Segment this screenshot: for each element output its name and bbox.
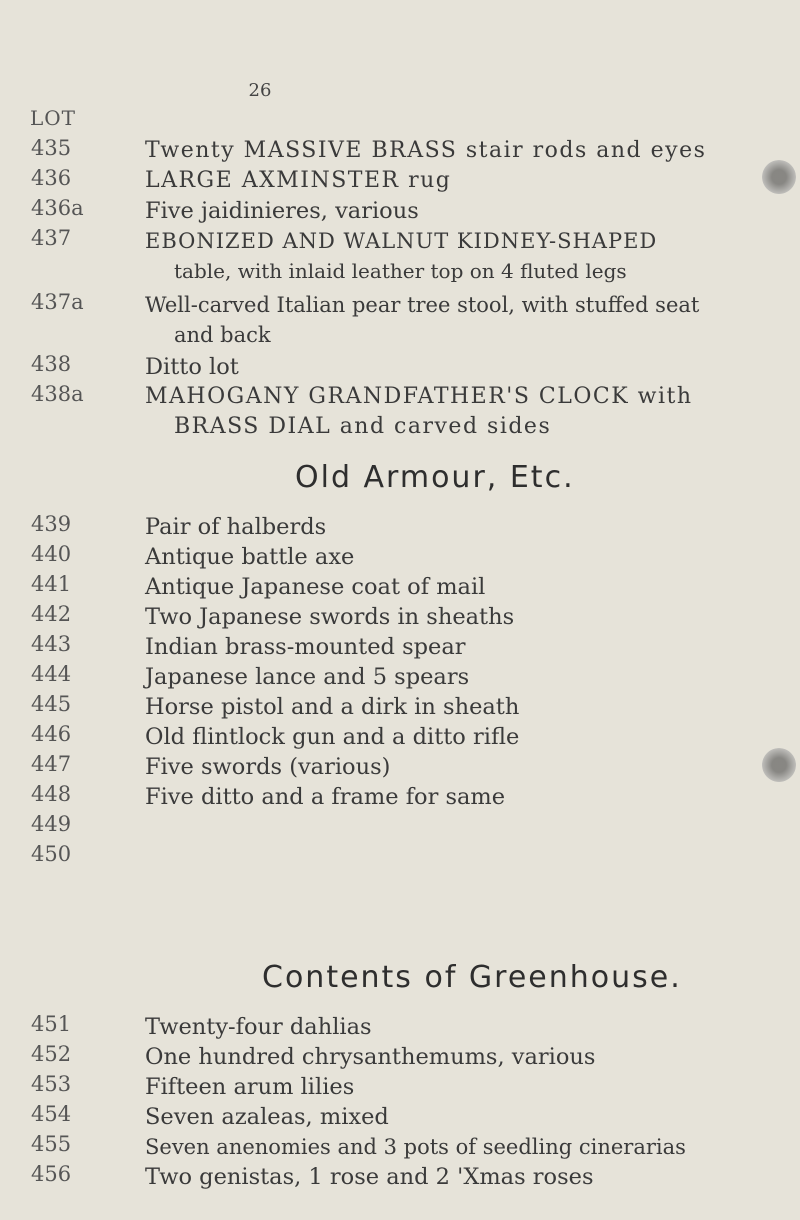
- lot-number: 439: [31, 512, 72, 536]
- lot-number: 438a: [31, 382, 84, 406]
- lot-number: 443: [31, 632, 72, 656]
- section-title: Old Armour, Etc.: [295, 460, 575, 495]
- lot-number: 449: [31, 812, 72, 836]
- punch-hole-mark: [762, 748, 796, 782]
- punch-hole-mark: [762, 160, 796, 194]
- lot-number: 442: [31, 602, 72, 626]
- lot-description: Five jaidinieres, various: [145, 198, 419, 224]
- lot-number: 437a: [31, 290, 84, 314]
- lot-description: LARGE AXMINSTER rug: [145, 168, 452, 193]
- lot-number: 438: [31, 352, 72, 376]
- lot-description: Antique battle axe: [145, 544, 355, 570]
- lot-number: 450: [31, 842, 72, 866]
- lot-number: 446: [31, 722, 72, 746]
- lot-description: Old flintlock gun and a ditto rifle: [145, 724, 520, 750]
- lot-description-continuation: table, with inlaid leather top on 4 fluted legs: [174, 259, 627, 283]
- lot-number: 441: [31, 572, 72, 596]
- lot-number: 437: [31, 226, 72, 250]
- lot-number: 436: [31, 166, 72, 190]
- lot-number: 454: [31, 1102, 72, 1126]
- lot-number: 448: [31, 782, 72, 806]
- lot-number: 435: [31, 136, 72, 160]
- lot-description: [145, 382, 735, 442]
- lot-description: Five ditto and a frame for same: [145, 784, 506, 810]
- lot-description: Ditto lot: [145, 354, 239, 380]
- lot-description: Seven anenomies and 3 pots of seedling cinerarias: [145, 1135, 686, 1159]
- lot-number: 452: [31, 1042, 72, 1066]
- lot-number: 436a: [31, 196, 84, 220]
- lot-description-continuation: and back: [174, 323, 271, 347]
- page-number: 26: [248, 80, 272, 101]
- lot-description: Horse pistol and a dirk in sheath: [145, 694, 520, 720]
- lot-description: Five swords (various): [145, 754, 391, 780]
- lot-number: 444: [31, 662, 72, 686]
- lot-description: Twenty MASSIVE BRASS stair rods and eyes: [145, 138, 707, 163]
- lot-description: Antique Japanese coat of mail: [145, 574, 486, 600]
- lot-number: 455: [31, 1132, 72, 1156]
- lot-description-continuation: BRASS DIAL and carved sides: [174, 414, 552, 439]
- lot-description: Two Japanese swords in sheaths: [145, 604, 515, 630]
- lot-number: 440: [31, 542, 72, 566]
- lot-description: Twenty-four dahlias: [145, 1014, 372, 1040]
- lot-number: 456: [31, 1162, 72, 1186]
- lot-column-header: LOT: [30, 106, 77, 130]
- lot-number: 447: [31, 752, 72, 776]
- lot-description: [145, 290, 735, 350]
- section-title: Contents of Greenhouse.: [262, 960, 682, 995]
- lot-description: Fifteen arum lilies: [145, 1074, 355, 1100]
- lot-description: Seven azaleas, mixed: [145, 1104, 389, 1130]
- lot-description: One hundred chrysanthemums, various: [145, 1044, 596, 1070]
- lot-description: Two genistas, 1 rose and 2 'Xmas roses: [145, 1164, 594, 1190]
- lot-description-line: MAHOGANY GRANDFATHER'S CLOCK with: [145, 384, 693, 409]
- lot-description: [145, 226, 735, 286]
- lot-number: 445: [31, 692, 72, 716]
- lot-description-line: Well-carved Italian pear tree stool, with stuffed seat: [145, 293, 700, 317]
- lot-description-line: EBONIZED AND WALNUT KIDNEY-SHAPED: [145, 229, 658, 253]
- lot-description: Pair of halberds: [145, 514, 327, 540]
- lot-number: 453: [31, 1072, 72, 1096]
- lot-description: Japanese lance and 5 spears: [145, 664, 470, 690]
- lot-description: Indian brass-mounted spear: [145, 634, 466, 660]
- lot-number: 451: [31, 1012, 72, 1036]
